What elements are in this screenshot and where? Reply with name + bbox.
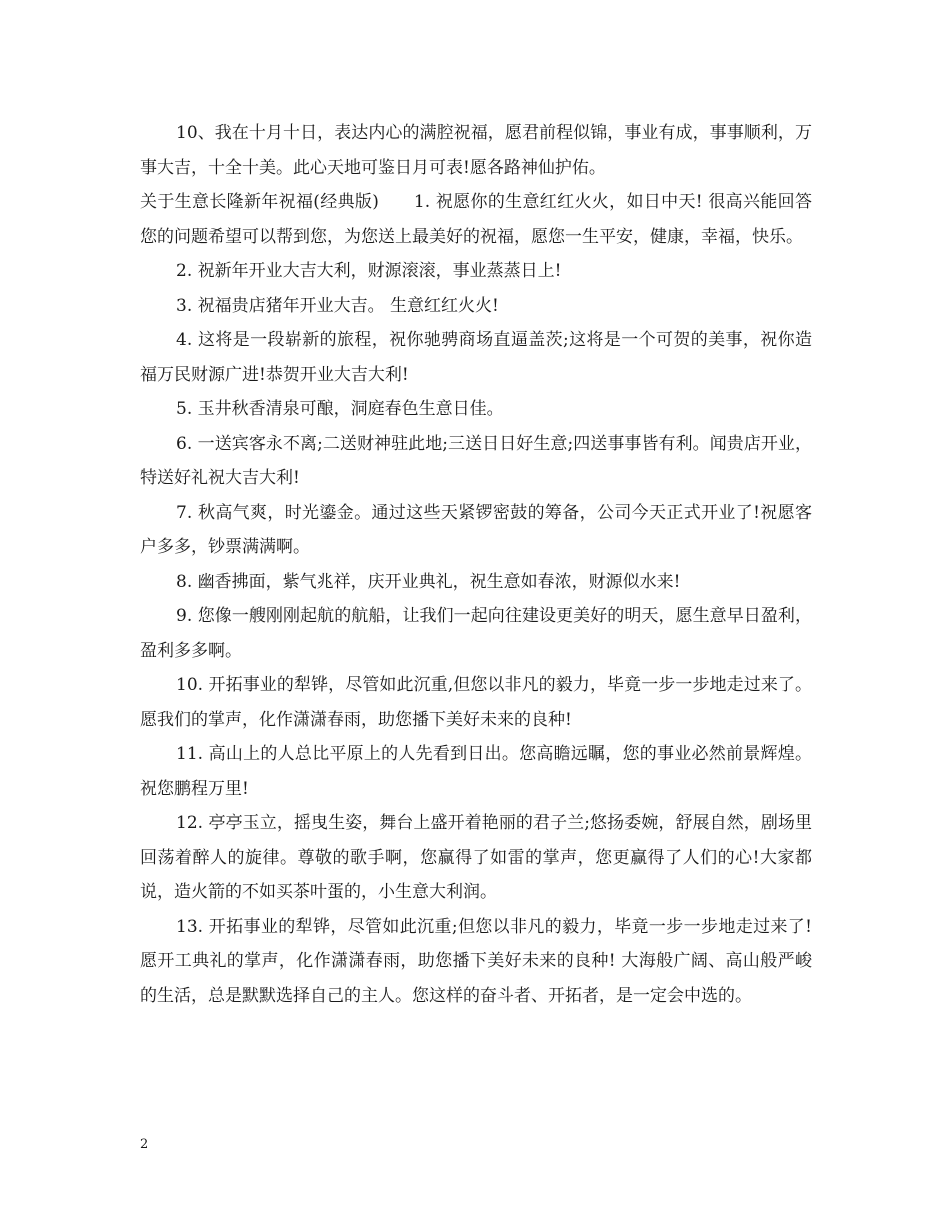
paragraph-6: 5. 玉井秋香清泉可酿，洞庭春色生意日佳。 xyxy=(176,399,504,419)
paragraph-8: 7. 秋高气爽，时光鎏金。通过这些天紧锣密鼓的筹备，公司今天正式开业了!祝愿客户多多，钞票满满啊。 xyxy=(140,502,812,557)
paragraph-11: 10. 开拓事业的犁铧，尽管如此沉重,但您以非凡的毅力，毕竟一步一步地走过来了。愿我们的掌声，化作潇潇春雨，助您播下美好未来的良种! xyxy=(140,675,812,730)
paragraph-9: 8. 幽香拂面，紫气兆祥，庆开业典礼，祝生意如春浓，财源似水来! xyxy=(176,571,681,592)
paragraph-12: 11. 高山上的人总比平原上的人先看到日出。您高瞻远瞩，您的事业必然前景辉煌。祝您鹏程万里! xyxy=(140,744,812,799)
paragraph-4: 3. 祝福贵店猪年开业大吉。 生意红红火火! xyxy=(176,295,499,316)
paragraph-7: 6. 一送宾客永不离;二送财神驻此地;三送日日好生意;四送事事皆有利。闻贵店开业，特送好礼祝大吉大利! xyxy=(140,433,812,488)
page-number: 2 xyxy=(140,1137,149,1152)
paragraph-13: 12. 亭亭玉立，摇曳生姿，舞台上盛开着艳丽的君子兰;悠扬委婉，舒展自然，剧场里回荡着醉人的旋律。尊敬的歌手啊，您赢得了如雷的掌声，您更赢得了人们的心!大家都说，造火箭的不如买茶叶蛋的，小生意大利润。 xyxy=(140,813,812,902)
paragraph-10: 9. 您像一艘刚刚起航的航船，让我们一起向往建设更美好的明天，愿生意早日盈利，盈利多多啊。 xyxy=(140,606,812,661)
paragraph-14: 13. 开拓事业的犁铧，尽管如此沉重;但您以非凡的毅力，毕竟一步一步地走过来了!愿开工典礼的掌声，化作潇潇春雨，助您播下美好未来的良种! 大海般广阔、高山般严峻的生活，总是默默选择自己的主人。您这样的奋斗者、开拓者，是一定会中选的。 xyxy=(140,916,812,1006)
document-body xyxy=(140,116,812,1013)
paragraph-3: 2. 祝新年开业大吉大利，财源滚滚，事业蒸蒸日上! xyxy=(176,261,562,281)
paragraph-5: 4. 这将是一段崭新的旅程，祝你驰骋商场直逼盖茨;这将是一个可贺的美事，祝你造福万民财源广进!恭贺开业大吉大利! xyxy=(140,330,812,385)
paragraph-2: 关于生意长隆新年祝福(经典版) 1. 祝愿你的生意红红火火，如日中天! 很高兴能回答您的问题希望可以帮到您，为您送上最美好的祝福，愿您一生平安，健康，幸福，快乐。 xyxy=(140,192,812,247)
paragraph-1: 10、我在十月十日，表达内心的满腔祝福，愿君前程似锦，事业有成，事事顺利，万事大吉，十全十美。此心天地可鉴日月可表!愿各路神仙护佑。 xyxy=(140,123,812,178)
